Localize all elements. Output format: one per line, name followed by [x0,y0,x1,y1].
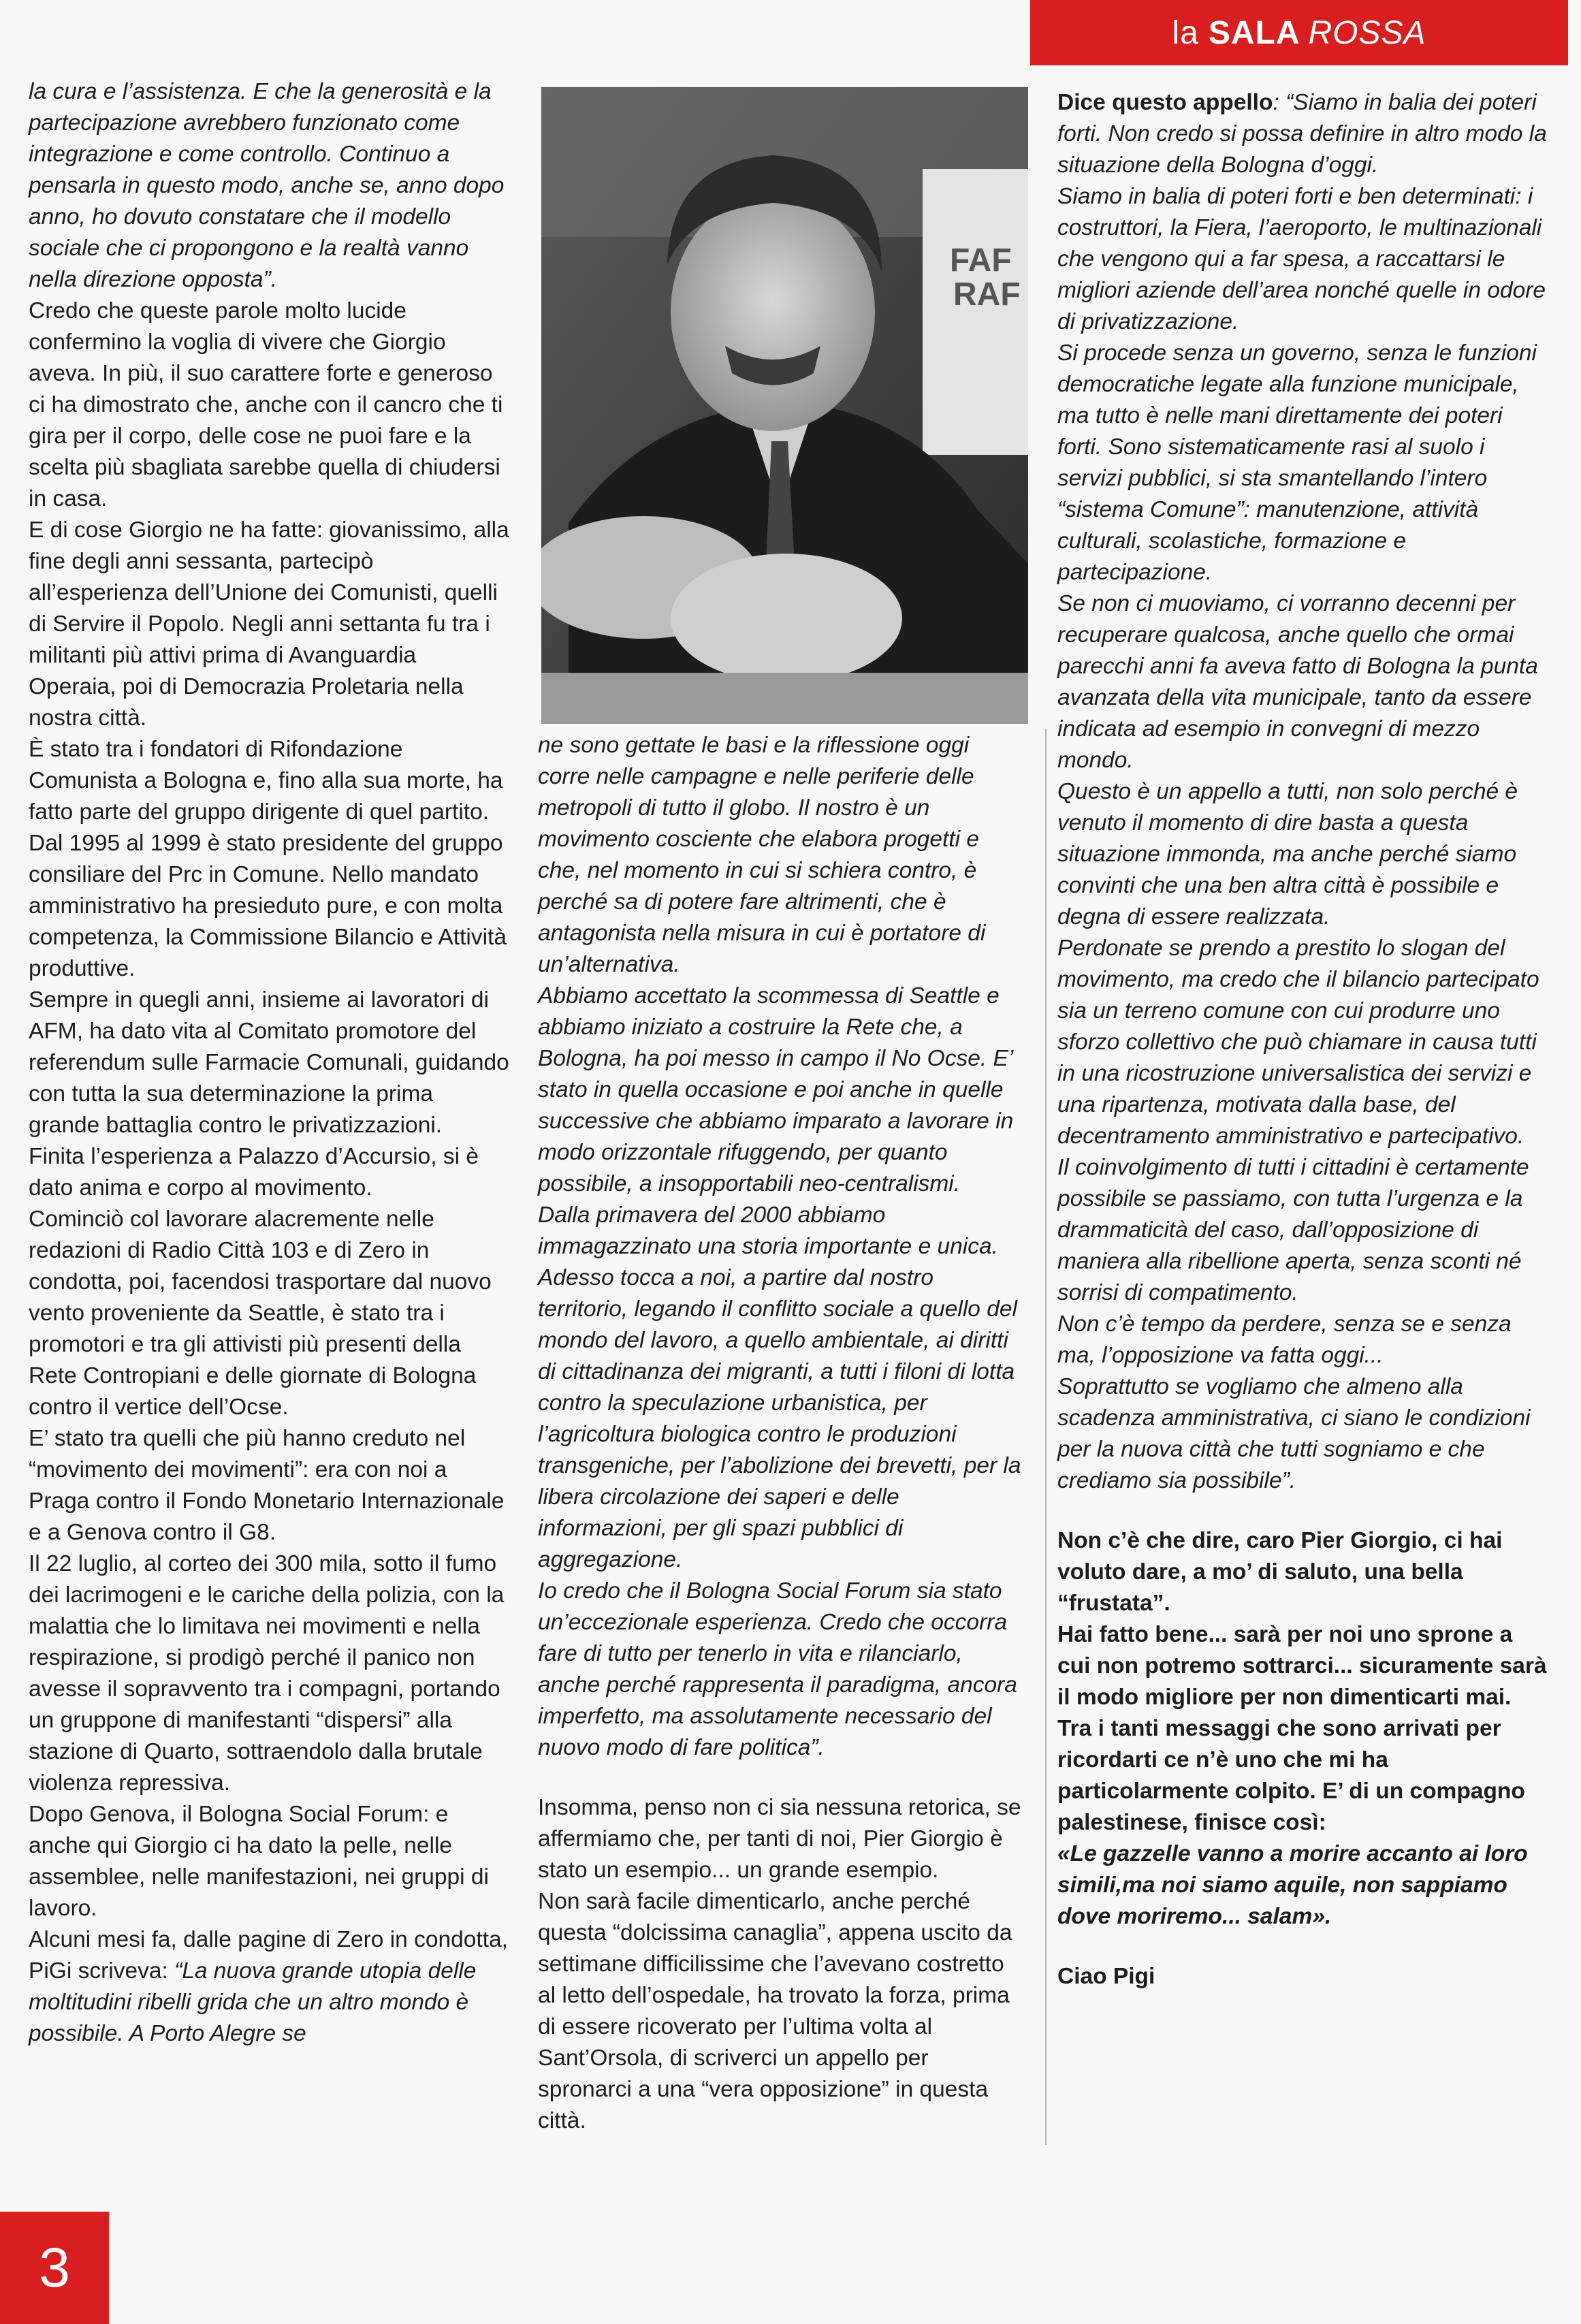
paragraph [29,734,509,828]
paragraph-gap [538,1764,1027,1792]
paragraph-text: la cura e l’assistenza. E che la generosità e la partecipazione avrebbero funzionato come integrazione e come controllo. Continuo a pensarla in questo modo, anche se, anno dopo anno, ho dovuto constatare che il modello sociale che ci propongono e la realtà vanno nella direzione opposta”. [29,79,505,292]
paragraph-text: Sempre in quegli anni, insieme ai lavoratori di AFM, ha dato vita al Comitato promotore del referendum sulle Farmacie Comunali, guidando con tutta la sua determinazione la prima grande battaglia contro le privatizzazioni. [29,987,509,1138]
paragraph [1057,1838,1548,1932]
section-header [1030,0,1568,65]
page-number: 3 [0,2212,109,2324]
paragraph-gap [1057,1932,1548,1961]
paragraph [29,76,509,296]
paragraph-text: Credo che queste parole molto lucide confermino la voglia di vivere che Giorgio aveva. In più, il suo carattere forte e generoso ci ha dimostrato che, anche con il cancro che ti gira per il corpo, delle cose ne puoi fare e la scelta più sbagliata sarebbe quella di chiudersi in casa. [29,298,503,511]
paragraph [29,985,509,1141]
header-prefix: la [1172,14,1199,51]
paragraph [29,828,509,985]
paragraph-text: E’ stato tra quelli che più hanno creduto nel “movimento dei movimenti”: era con noi a Praga contro il Fondo Monetario Internazionale e a Genova contro il G8. [29,1426,505,1545]
paragraph-text: Adesso tocca a noi, a partire dal nostro territorio, legando il conflitto sociale a quello del mondo del lavoro, a quello ambientale, ai diritti di cittadinanza dei migranti, a tutti i filoni di lotta contro la speculazione urbanistica, per l’agricoltura biologica contro le produzioni transgeniche, per l’abolizione dei brevetti, per la libera circolazione dei saperi e delle informazioni, per gli spazi pubblici di aggregazione. [538,1265,1021,1572]
paragraph [1057,1525,1548,1619]
paragraph-text: Il 22 luglio, al corteo dei 300 mila, sotto il fumo dei lacrimogeni e le cariche della polizia, con la malattia che lo limitava nei movimenti e nella respirazione, si prodigò perché il panico non avesse il sopravvento tra i compagni, portando un gruppone di manifestanti “dispersi” alla stazione di Quarto, sottraendolo dalla brutale violenza repressiva. [29,1551,505,1796]
paragraph-text: Hai fatto bene... sarà per noi uno sprone a cui non potremo sottrarci... sicuramente sarà il modo migliore per non dimenticarti mai. [1057,1622,1547,1710]
paragraph-text: Soprattutto se vogliamo che almeno alla scadenza amministrativa, ci siano le condizioni per la nuova città che tutti sogniamo e che crediamo sia possibile”. [1057,1374,1531,1493]
paragraph [1057,1619,1548,1713]
paragraph-text: E di cose Giorgio ne ha fatte: giovanissimo, alla fine degli anni sessanta, partecipò all’esperienza dell’Unione dei Comunisti, quelli di Servire il Popolo. Negli anni settanta fu tra i militanti più attivi prima di Avanguardia Operaia, poi di Democrazia Proletaria nella nostra città. [29,518,509,731]
paragraph-text: Cominciò col lavorare alacremente nelle redazioni di Radio Città 103 e di Zero in condotta, poi, facendosi trasportare dal nuovo vento proveniente da Seattle, è stato tra i promotori e tra gli attivisti più presenti della Rete Contropiani e delle giornate di Bologna contro il vertice dell’Ocse. [29,1207,492,1420]
paragraph-text: Siamo in balia di poteri forti e ben determinati: i costruttori, la Fiera, l’aeroporto, le multinazionali che vengono qui a far spesa, a raccattarsi le migliori aziende dell’area nonché quelle in odore di privatizzazione. [1057,184,1546,334]
paragraph-lead: Dice questo appello [1057,90,1273,115]
paragraph-text: Il coinvolgimento di tutti i cittadini è certamente possibile se passiamo, con tutta l’urgenza e la drammaticità del caso, dall’opposizione di maniera alla ribellione aperta, senza sconti né sorrisi di compatimento. [1057,1155,1529,1305]
paragraph [29,1924,509,2050]
column-right [1057,87,1548,1992]
paragraph [1057,1713,1548,1838]
paragraph-text: Tra i tanti messaggi che sono arrivati per ricordarti ce n’è uno che mi ha particolarmente colpito. E’ di un compagno palestinese, finisce così: [1057,1716,1525,1835]
paragraph [29,1423,509,1548]
paragraph-text: Non sarà facile dimenticarlo, anche perché questa “dolcissima canaglia”, appena uscito da settimane difficilissime che l’avevano costretto al letto dell’ospedale, ha trovato la forza, prima di essere ricoverato per l’ultima volta al Sant’Orsola, di scriverci un appello per spronarci a una “vera opposizione” in questa città. [538,1889,1012,2133]
column-divider [1045,729,1047,2145]
paragraph-text: Dopo Genova, il Bologna Social Forum: e anche qui Giorgio ci ha dato la pelle, nelle assemblee, nelle manifestazioni, nei gruppi di lavoro. [29,1802,489,1921]
paragraph-text: Non c’è tempo da perdere, senza se e senza ma, l’opposizione va fatta oggi... [1057,1311,1512,1368]
paragraph [1057,181,1548,338]
paragraph [538,1792,1027,1886]
paragraph-text: Questo è un appello a tutti, non solo perché è venuto il momento di dire basta a questa situazione immonda, ma anche perché siamo convinti che una ben altra città è possibile e degna di essere realizzata. [1057,779,1518,929]
svg-text:FAF: FAF [950,242,1012,278]
paragraph [538,1886,1027,2137]
paragraph-text: ne sono gettate le basi e la riflessione oggi corre nelle campagne e nelle periferie delle metropoli di tutto il globo. Il nostro è un movimento cosciente che elabora progetti e che, nel momento in cui si schiera contro, è perché sa di potere fare altrimenti, che è antagonista nella misura in cui è portatore di un’alternativa. [538,733,986,977]
paragraph-text: Dalla primavera del 2000 abbiamo immagazzinato una storia importante e unica. [538,1203,998,1259]
paragraph-text: Non c’è che dire, caro Pier Giorgio, ci hai voluto dare, a mo’ di saluto, una bella “frustata”. [1057,1528,1503,1616]
svg-text:RAF: RAF [953,276,1021,313]
column-middle [538,730,1027,2137]
paragraph [29,1548,509,1799]
paragraph [538,1262,1027,1576]
paragraph-text: Ciao Pigi [1057,1964,1155,1989]
paragraph [1057,338,1548,588]
paragraph [29,1141,509,1204]
paragraph [538,730,1027,981]
paragraph-text: Finita l’esperienza a Palazzo d’Accursio, si è dato anima e corpo al movimento. [29,1144,479,1200]
paragraph [1057,1961,1548,1992]
paragraph-text: Dal 1995 al 1999 è stato presidente del gruppo consiliare del Prc in Comune. Nello mandato amministrativo ha presieduto pure, e con molta competenza, la Commissione Bilancio e Attività produttive. [29,831,507,981]
paragraph [538,1200,1027,1262]
paragraph [29,515,509,734]
paragraph-text: Alcuni mesi fa, dalle pagine di Zero in condotta, PiGi scriveva: [29,1927,508,1984]
paragraph [1057,933,1548,1152]
column-left [29,76,509,2050]
paragraph-text: : “Siamo in balia dei poteri forti. Non credo si possa definire in altro modo la situazione della Bologna d’oggi. [1057,90,1547,178]
paragraph-text: È stato tra i fondatori di Rifondazione Comunista a Bologna e, fino alla sua morte, ha fatto parte del gruppo dirigente di quel partito. [29,737,503,825]
paragraph-gap [1057,1497,1548,1525]
paragraph [29,1204,509,1423]
paragraph [1057,776,1548,933]
portrait-photo [541,87,1028,724]
header-bold: SALA [1208,14,1300,51]
paragraph-text: Abbiamo accettato la scommessa di Seattle e abbiamo iniziato a costruire la Rete che, a Bologna, ha poi messo in campo il No Ocse. E’ stato in quella occasione e poi anche in quelle successive che abbiamo imparato a lavorare in modo orizzontale rifuggendo, per quanto possibile, a insopportabili neo-centralismi. [538,983,1014,1196]
paragraph-text: «Le gazzelle vanno a morire accanto ai loro simili,ma noi siamo aquile, non sappiamo dove moriremo... salam». [1057,1841,1528,1929]
paragraph [29,296,509,515]
paragraph-text: Insomma, penso non ci sia nessuna retorica, se affermiamo che, per tanti di noi, Pier Giorgio è stato un esempio... un grande esempio. [538,1795,1021,1883]
paragraph [1057,1371,1548,1497]
paragraph-text: Io credo che il Bologna Social Forum sia stato un’eccezionale esperienza. Credo che occorra fare di tutto per tenerlo in vita e rilanciarlo, anche perché rappresenta il paradigma, ancora imperfetto, ma assolutamente necessario del nuovo modo di fare politica”. [538,1578,1017,1760]
paragraph [538,1576,1027,1764]
paragraph-text: Se non ci muoviamo, ci vorranno decenni per recuperare qualcosa, anche quello che ormai parecchi anni fa aveva fatto di Bologna la punta avanzata della vita municipale, tanto da essere indicata ad esempio in convegni di mezzo mondo. [1057,591,1538,773]
paragraph [1057,1152,1548,1309]
paragraph-text: Perdonate se prendo a prestito lo slogan del movimento, ma credo che il bilancio partecipato sia un terreno comune con cui produrre uno sforzo collettivo che può chiamare in causa tutti in una ricostruzione universalistica dei servizi e una ripartenza, motivata dalla base, del decentramento amministrativo e partecipativo. [1057,936,1539,1149]
paragraph [538,981,1027,1200]
paragraph-text: Si procede senza un governo, senza le funzioni democratiche legate alla funzione municipale, ma tutto è nelle mani direttamente dei poteri forti. Sono sistematicamente rasi al suolo i servizi pubblici, si sta smantellando l’intero “sistema Comune”: manutenzione, attività culturali, scolastiche, formazione e partecipazione. [1057,340,1537,585]
paragraph-quote: “La nuova grande utopia delle moltitudini ribelli grida che un altro mondo è possibile. A Porto Alegre se [29,1958,477,2046]
paragraph [1057,588,1548,776]
paragraph [1057,87,1548,181]
paragraph [1057,1309,1548,1371]
header-italic: ROSSA [1308,14,1426,51]
paragraph [29,1799,509,1924]
